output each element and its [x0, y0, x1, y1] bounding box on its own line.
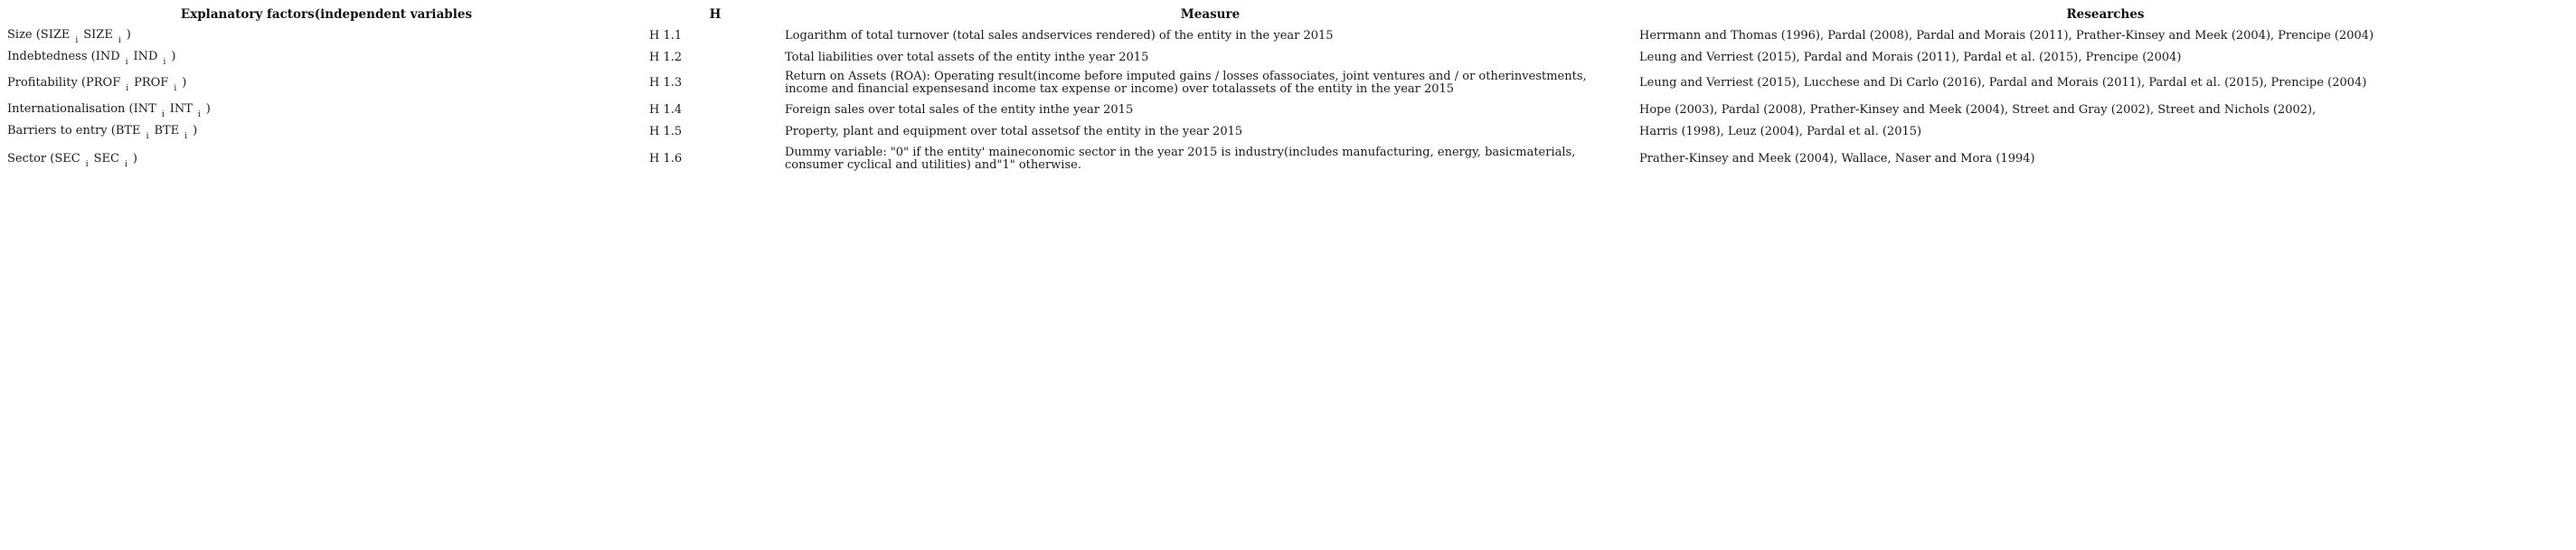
factor-cell — [5, 120, 647, 142]
factor-label: Size (SIZE — [7, 28, 71, 42]
factor-label-end: ) — [126, 28, 131, 42]
factor-subscript: i — [161, 110, 165, 119]
measure-text-line-2: consumer cyclical and utilities) and"1" otherwise. — [785, 158, 1081, 172]
factor-label-end: ) — [171, 50, 176, 63]
hypothesis-cell: H 1.6 — [649, 152, 683, 166]
hypothesis-cell: H 1.2 — [649, 50, 683, 64]
explanatory-factors-table — [5, 5, 2573, 175]
table-row-indebtedness — [5, 46, 2573, 68]
factor-subscript: i — [118, 36, 121, 45]
factor-cell — [5, 24, 647, 46]
factor-subscript: i — [124, 159, 127, 169]
factor-subscript: i — [126, 83, 129, 93]
factor-cell — [5, 68, 647, 99]
measure-cell — [783, 68, 1637, 99]
factor-label-end: ) — [193, 124, 198, 138]
factor-subscript: i — [197, 110, 201, 119]
hypothesis-cell: H 1.4 — [649, 102, 683, 117]
hypothesis-cell: H 1.1 — [649, 28, 683, 43]
measure-text: Foreign sales over total sales of the entity inthe year 2015 — [785, 102, 1134, 117]
factor-label: Internationalisation (INT — [7, 102, 156, 116]
table-row-internationalisation — [5, 99, 2573, 120]
factor-label-mid: PROF — [134, 75, 169, 90]
measure-text-line-1: Dummy variable: "0" if the entity' maineconomic sector in the year 2015 is industry(includes manufacturing, energy, basicmaterials, — [785, 146, 1576, 159]
header-measure: Measure — [1180, 7, 1241, 22]
research-cell: Prather-Kinsey and Meek (2004), Wallace, Naser and Mora (1994) — [1639, 152, 2035, 166]
measure-cell — [783, 99, 1637, 120]
research-cell: Leung and Verriest (2015), Lucchese and Di Carlo (2016), Pardal and Morais (2011), Pardal et al. (2015), Prencipe (2004) — [1639, 76, 2367, 90]
research-cell: Leung and Verriest (2015), Pardal and Morais (2011), Pardal et al. (2015), Prencipe (2004) — [1639, 50, 2182, 64]
factor-subscript: i — [184, 132, 188, 141]
factor-label: Barriers to entry (BTE — [7, 124, 141, 138]
measure-text: Logarithm of total turnover (total sales andservices rendered) of the entity in the year 2015 — [785, 28, 1334, 43]
table-row-sector — [5, 142, 2573, 175]
factor-label: Profitability (PROF — [7, 75, 121, 90]
factor-label-end: ) — [132, 151, 137, 166]
table-row-size — [5, 24, 2573, 46]
measure-cell — [783, 120, 1637, 142]
factor-label: Indebtedness (IND — [7, 50, 120, 63]
factor-label-mid: BTE — [154, 124, 180, 138]
hypothesis-cell: H 1.3 — [649, 76, 683, 90]
factor-label-end: ) — [182, 75, 187, 90]
hypothesis-cell: H 1.5 — [649, 124, 683, 138]
factor-subscript: i — [146, 132, 149, 141]
factor-label-end: ) — [205, 102, 211, 116]
table-row-barriers-to-entry — [5, 120, 2573, 142]
header-explanatory-factors: Explanatory factors(independent variables — [180, 7, 473, 22]
measure-text-line-1: Return on Assets (ROA): Operating result(income before imputed gains / losses ofassociates, joint ventures and / or otherinvestments, — [785, 70, 1587, 83]
research-cell: Herrmann and Thomas (1996), Pardal (2008), Pardal and Morais (2011), Prather-Kinsey and Meek (2004), Prencipe (2004) — [1639, 28, 2374, 43]
measure-text: Property, plant and equipment over total assetsof the entity in the year 2015 — [785, 124, 1243, 138]
research-cell: Hope (2003), Pardal (2008), Prather-Kinsey and Meek (2004), Street and Gray (2002), Street and Nichols (2002), — [1639, 102, 2317, 117]
measure-cell — [783, 24, 1637, 46]
measure-cell — [783, 46, 1637, 68]
header-researches: Researches — [2066, 7, 2145, 22]
research-cell: Harris (1998), Leuz (2004), Pardal et al. (2015) — [1639, 124, 1922, 138]
table-header-row — [5, 5, 2573, 24]
factor-cell — [5, 46, 647, 68]
factor-cell — [5, 142, 647, 175]
factor-label-mid: SIZE — [83, 28, 113, 42]
factor-subscript: i — [125, 58, 128, 67]
measure-cell — [783, 142, 1637, 175]
factor-label-mid: IND — [133, 50, 158, 63]
factor-label-mid: INT — [169, 102, 193, 116]
factor-label-mid: SEC — [93, 151, 119, 166]
factor-subscript: i — [163, 58, 166, 67]
measure-text: Total liabilities over total assets of the entity inthe year 2015 — [785, 50, 1149, 64]
factor-subscript: i — [174, 83, 177, 93]
measure-text-line-2: income and financial expensesand income tax expense or income) over totalassets of the entity in the year 2015 — [785, 82, 1455, 96]
table-row-profitability — [5, 68, 2573, 99]
header-hypothesis: H — [709, 7, 722, 22]
factor-label: Sector (SEC — [7, 151, 80, 166]
factor-subscript: i — [85, 159, 89, 169]
factor-cell — [5, 99, 647, 120]
factor-subscript: i — [75, 36, 79, 45]
